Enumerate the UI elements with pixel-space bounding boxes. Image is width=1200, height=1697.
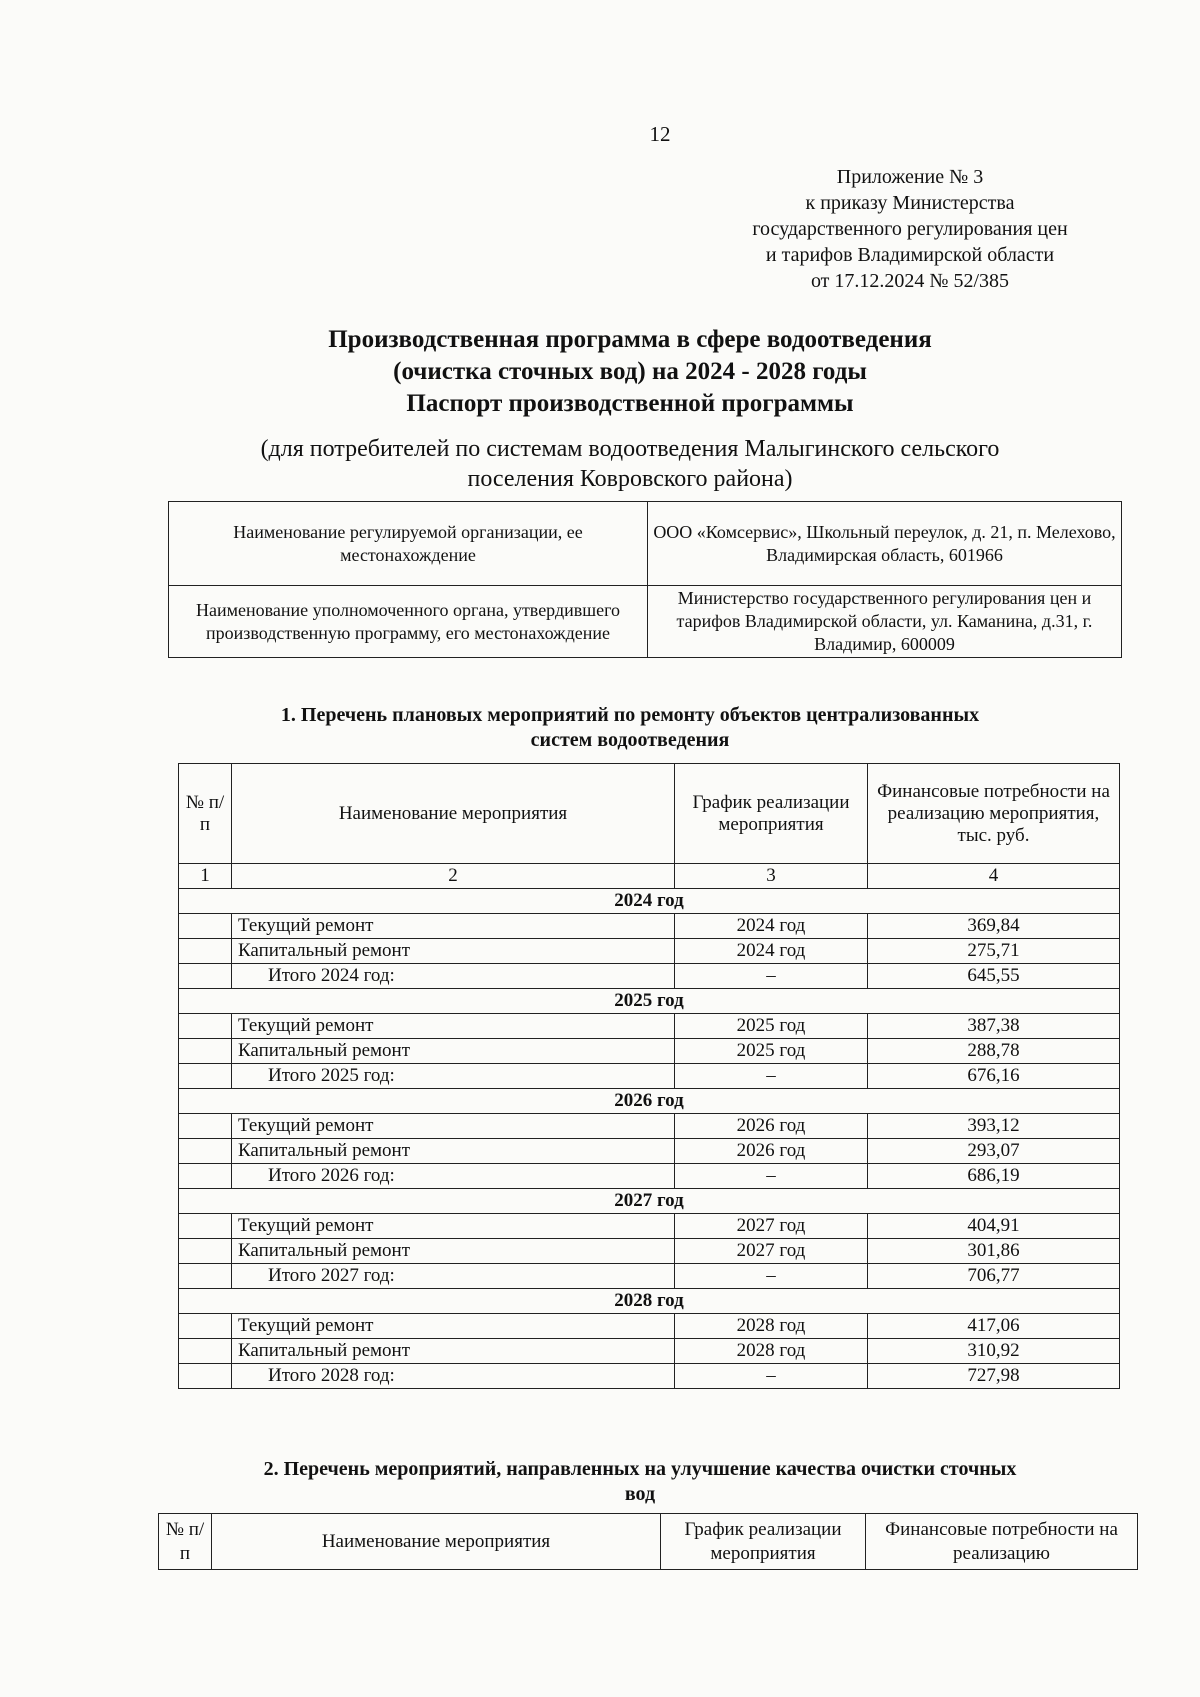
row-schedule: 2027 год xyxy=(675,1239,868,1264)
year-label: 2025 год xyxy=(179,989,1120,1014)
appendix-line: к приказу Министерства xyxy=(805,192,1015,214)
row-num xyxy=(179,914,232,939)
row-name: Итого 2026 год: xyxy=(232,1164,675,1189)
page-number: 12 xyxy=(649,122,671,146)
row-num xyxy=(179,1139,232,1164)
year-row xyxy=(179,1089,1120,1114)
header-schedule: График реализации мероприятия xyxy=(675,764,868,864)
row-schedule: – xyxy=(675,1364,868,1389)
row-value: 727,98 xyxy=(868,1364,1120,1389)
row-name: Текущий ремонт xyxy=(232,1014,675,1039)
subtitle-line: поселения Ковровского района) xyxy=(467,466,793,492)
row-schedule: 2028 год xyxy=(675,1314,868,1339)
row-schedule: 2027 год xyxy=(675,1214,868,1239)
row-schedule: 2026 год xyxy=(675,1139,868,1164)
table-row xyxy=(179,1164,1120,1189)
header-name: Наименование мероприятия xyxy=(232,764,675,864)
row-schedule: 2028 год xyxy=(675,1339,868,1364)
title-line: (очистка сточных вод) на 2024 - 2028 годы xyxy=(393,358,867,385)
row-name: Капитальный ремонт xyxy=(232,1139,675,1164)
row-schedule: 2025 год xyxy=(675,1039,868,1064)
header-num: № п/п xyxy=(179,764,232,864)
table-row xyxy=(179,1314,1120,1339)
table-row xyxy=(179,1114,1120,1139)
row-num xyxy=(179,1239,232,1264)
row-name: Капитальный ремонт xyxy=(232,1239,675,1264)
row-num xyxy=(179,1214,232,1239)
column-number: 1 xyxy=(179,864,232,889)
row-schedule: 2024 год xyxy=(675,939,868,964)
passport-row xyxy=(169,502,1122,586)
document-subtitle xyxy=(150,434,1110,494)
section2-title xyxy=(150,1457,1130,1507)
year-label: 2027 год xyxy=(179,1189,1120,1214)
row-value: 288,78 xyxy=(868,1039,1120,1064)
appendix-line: и тарифов Владимирской области xyxy=(765,244,1055,266)
year-label: 2028 год xyxy=(179,1289,1120,1314)
row-num xyxy=(179,1364,232,1389)
row-name: Итого 2024 год: xyxy=(232,964,675,989)
title-line: Производственная программа в сфере водоотведения xyxy=(328,326,932,353)
header-finance: Финансовые потребности на реализацию мероприятия, тыс. руб. xyxy=(868,764,1120,864)
column-number-row xyxy=(179,864,1120,889)
row-name: Текущий ремонт xyxy=(232,1214,675,1239)
row-num xyxy=(179,1064,232,1089)
row-value: 645,55 xyxy=(868,964,1120,989)
title-line: Паспорт производственной программы xyxy=(406,390,854,417)
header-finance: Финансовые потребности на реализацию xyxy=(866,1514,1138,1570)
table-header-row xyxy=(179,764,1120,864)
section1-title xyxy=(170,703,1090,753)
repair-events-table xyxy=(178,763,1120,1389)
row-name: Текущий ремонт xyxy=(232,1114,675,1139)
passport-label: Наименование регулируемой организации, ее местонахождение xyxy=(169,502,648,586)
row-num xyxy=(179,1114,232,1139)
passport-row xyxy=(169,586,1122,658)
passport-value: Министерство государственного регулирования цен и тарифов Владимирской области, ул. Каманина, д.31, г. Владимир, 600009 xyxy=(648,586,1122,658)
row-schedule: – xyxy=(675,964,868,989)
section1-title-line: 1. Перечень плановых мероприятий по ремонту объектов централизованных xyxy=(280,704,980,726)
row-name: Капитальный ремонт xyxy=(232,1339,675,1364)
row-value: 417,06 xyxy=(868,1314,1120,1339)
row-schedule: 2024 год xyxy=(675,914,868,939)
year-row xyxy=(179,989,1120,1014)
table-row xyxy=(179,1339,1120,1364)
section2-title-line: вод xyxy=(624,1483,656,1505)
row-value: 686,19 xyxy=(868,1164,1120,1189)
row-schedule: 2026 год xyxy=(675,1114,868,1139)
header-schedule: График реализации мероприятия xyxy=(661,1514,866,1570)
appendix-line: Приложение № 3 xyxy=(836,166,984,188)
appendix-line: от 17.12.2024 № 52/385 xyxy=(810,270,1010,292)
row-name: Итого 2028 год: xyxy=(232,1364,675,1389)
row-schedule: – xyxy=(675,1264,868,1289)
section2-title-line: 2. Перечень мероприятий, направленных на улучшение качества очистки сточных xyxy=(263,1458,1017,1480)
year-label: 2026 год xyxy=(179,1089,1120,1114)
passport-value: ООО «Комсервис», Школьный переулок, д. 21, п. Мелехово, Владимирская область, 601966 xyxy=(648,502,1122,586)
appendix-block xyxy=(700,164,1120,294)
row-value: 301,86 xyxy=(868,1239,1120,1264)
row-num xyxy=(179,1164,232,1189)
header-name: Наименование мероприятия xyxy=(212,1514,661,1570)
row-name: Итого 2025 год: xyxy=(232,1064,675,1089)
table-row xyxy=(179,1014,1120,1039)
column-number: 2 xyxy=(232,864,675,889)
table-row xyxy=(179,1364,1120,1389)
row-value: 404,91 xyxy=(868,1214,1120,1239)
table-row xyxy=(179,1214,1120,1239)
row-schedule: – xyxy=(675,1064,868,1089)
table-header-row xyxy=(159,1514,1138,1570)
year-row xyxy=(179,889,1120,914)
row-name: Итого 2027 год: xyxy=(232,1264,675,1289)
year-row xyxy=(179,1189,1120,1214)
year-label: 2024 год xyxy=(179,889,1120,914)
row-name: Капитальный ремонт xyxy=(232,1039,675,1064)
row-value: 706,77 xyxy=(868,1264,1120,1289)
row-num xyxy=(179,1264,232,1289)
passport-label: Наименование уполномоченного органа, утвердившего производственную программу, его местонахождение xyxy=(169,586,648,658)
row-num xyxy=(179,964,232,989)
table-row xyxy=(179,964,1120,989)
appendix-line: государственного регулирования цен xyxy=(752,218,1068,240)
table-row xyxy=(179,1239,1120,1264)
row-value: 293,07 xyxy=(868,1139,1120,1164)
row-value: 275,71 xyxy=(868,939,1120,964)
row-name: Текущий ремонт xyxy=(232,1314,675,1339)
row-num xyxy=(179,939,232,964)
row-value: 310,92 xyxy=(868,1339,1120,1364)
subtitle-line: (для потребителей по системам водоотведения Малыгинского сельского xyxy=(260,436,1000,462)
row-num xyxy=(179,1014,232,1039)
document-title xyxy=(170,324,1090,420)
table-row xyxy=(179,1039,1120,1064)
row-value: 387,38 xyxy=(868,1014,1120,1039)
row-schedule: 2025 год xyxy=(675,1014,868,1039)
row-num xyxy=(179,1339,232,1364)
repair-events-body xyxy=(179,889,1120,1389)
table-row xyxy=(179,1064,1120,1089)
table-row xyxy=(179,939,1120,964)
row-value: 393,12 xyxy=(868,1114,1120,1139)
row-num xyxy=(179,1039,232,1064)
table-row xyxy=(179,1264,1120,1289)
row-value: 676,16 xyxy=(868,1064,1120,1089)
header-num: № п/п xyxy=(159,1514,212,1570)
quality-events-table xyxy=(158,1513,1138,1570)
row-num xyxy=(179,1314,232,1339)
row-name: Капитальный ремонт xyxy=(232,939,675,964)
row-value: 369,84 xyxy=(868,914,1120,939)
table-row xyxy=(179,914,1120,939)
row-name: Текущий ремонт xyxy=(232,914,675,939)
section1-title-line: систем водоотведения xyxy=(530,729,730,751)
passport-table xyxy=(168,501,1122,658)
column-number: 4 xyxy=(868,864,1120,889)
column-number: 3 xyxy=(675,864,868,889)
year-row xyxy=(179,1289,1120,1314)
table-row xyxy=(179,1139,1120,1164)
row-schedule: – xyxy=(675,1164,868,1189)
